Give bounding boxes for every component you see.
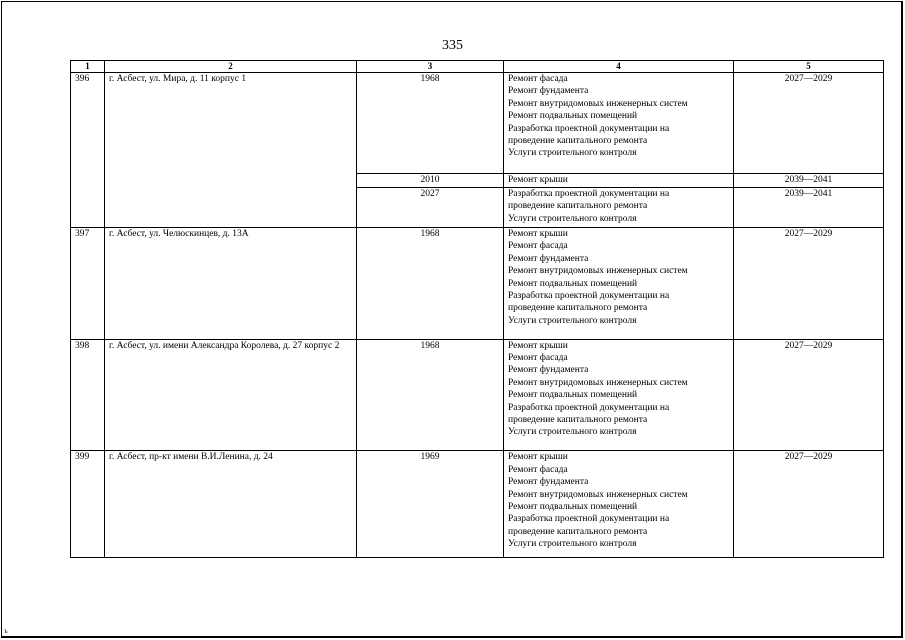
period-cell: 2027—2029 — [734, 339, 884, 451]
work-item: Ремонт крыши — [508, 340, 568, 351]
table-header-row — [71, 61, 884, 73]
row-number: 398 — [71, 339, 105, 451]
period-cell: 2039—2041 — [734, 187, 884, 227]
works-cell — [504, 173, 734, 187]
work-item: Ремонт подвальных помещений — [508, 390, 638, 401]
year-cell: 2027 — [357, 187, 504, 227]
work-item: Ремонт фундамента — [508, 477, 589, 488]
work-item: Ремонт внутридомовых инженерных систем — [508, 489, 688, 500]
work-item: Ремонт фасада — [508, 74, 568, 84]
row-number: 399 — [71, 451, 105, 558]
work-item: Разработка проектной документации на — [508, 402, 670, 413]
work-item: Ремонт крыши — [508, 174, 568, 185]
table-row — [71, 451, 884, 558]
work-item: Разработка проектной документации на — [508, 290, 670, 301]
table-row — [71, 339, 884, 451]
work-item: Ремонт внутридомовых инженерных систем — [508, 266, 688, 277]
works-cell — [504, 451, 734, 558]
period-cell: 2027—2029 — [734, 451, 884, 558]
work-item: Ремонт фундамента — [508, 365, 589, 376]
year-cell: 1968 — [357, 227, 504, 339]
table-row — [71, 73, 884, 174]
scan-mark: ъ — [4, 627, 8, 635]
work-item: Ремонт подвальных помещений — [508, 278, 638, 289]
work-item: Ремонт фасада — [508, 353, 568, 364]
work-item: Ремонт подвальных помещений — [508, 501, 638, 512]
column-header-2: 2 — [105, 61, 357, 73]
address-cell: г. Асбест, ул. имени Александра Королева, д. 27 корпус 2 — [105, 339, 357, 451]
table-body — [71, 73, 884, 558]
work-item: Ремонт фундамента — [508, 253, 589, 264]
work-item: Ремонт внутридомовых инженерных систем — [508, 377, 688, 388]
work-item: Ремонт подвальных помещений — [508, 111, 638, 122]
work-item: Разработка проектной документации на — [508, 123, 670, 134]
column-header-1: 1 — [71, 61, 105, 73]
work-item: проведение капитального ремонта — [508, 201, 648, 212]
work-item: Ремонт фасада — [508, 464, 568, 475]
works-cell — [504, 339, 734, 451]
work-item: Ремонт крыши — [508, 228, 568, 239]
column-header-5: 5 — [734, 61, 884, 73]
work-item: Услуги строительного контроля — [508, 148, 637, 159]
column-header-4: 4 — [504, 61, 734, 73]
work-item: Ремонт фасада — [508, 241, 568, 252]
table-row — [71, 227, 884, 339]
period-cell: 2027—2029 — [734, 73, 884, 174]
address-cell: г. Асбест, пр-кт имени В.И.Ленина, д. 24 — [105, 451, 357, 558]
row-number: 396 — [71, 73, 105, 228]
work-item: проведение капитального ремонта — [508, 526, 648, 537]
works-cell — [504, 73, 734, 174]
capital-repair-table — [70, 60, 884, 558]
works-cell — [504, 227, 734, 339]
work-item: Ремонт крыши — [508, 452, 568, 463]
work-item: Услуги строительного контроля — [508, 539, 637, 550]
period-cell: 2027—2029 — [734, 227, 884, 339]
year-cell: 1968 — [357, 339, 504, 451]
work-item: Услуги строительного контроля — [508, 213, 637, 224]
work-item: Разработка проектной документации на — [508, 514, 670, 525]
column-header-3: 3 — [357, 61, 504, 73]
work-item: проведение капитального ремонта — [508, 303, 648, 314]
year-cell: 1969 — [357, 451, 504, 558]
work-item: проведение капитального ремонта — [508, 136, 648, 147]
work-item: Услуги строительного контроля — [508, 315, 637, 326]
work-item: Ремонт внутридомовых инженерных систем — [508, 98, 688, 109]
address-cell: г. Асбест, ул. Челюскинцев, д. 13А — [105, 227, 357, 339]
year-cell: 1968 — [357, 73, 504, 174]
year-cell: 2010 — [357, 173, 504, 187]
work-item: Ремонт фундамента — [508, 86, 589, 97]
work-item: Услуги строительного контроля — [508, 427, 637, 438]
work-item: Разработка проектной документации на — [508, 188, 670, 199]
period-cell: 2039—2041 — [734, 173, 884, 187]
row-number: 397 — [71, 227, 105, 339]
page-number: 335 — [442, 38, 463, 53]
work-item: проведение капитального ремонта — [508, 415, 648, 426]
address-cell: г. Асбест, ул. Мира, д. 11 корпус 1 — [105, 73, 357, 228]
works-cell — [504, 187, 734, 227]
